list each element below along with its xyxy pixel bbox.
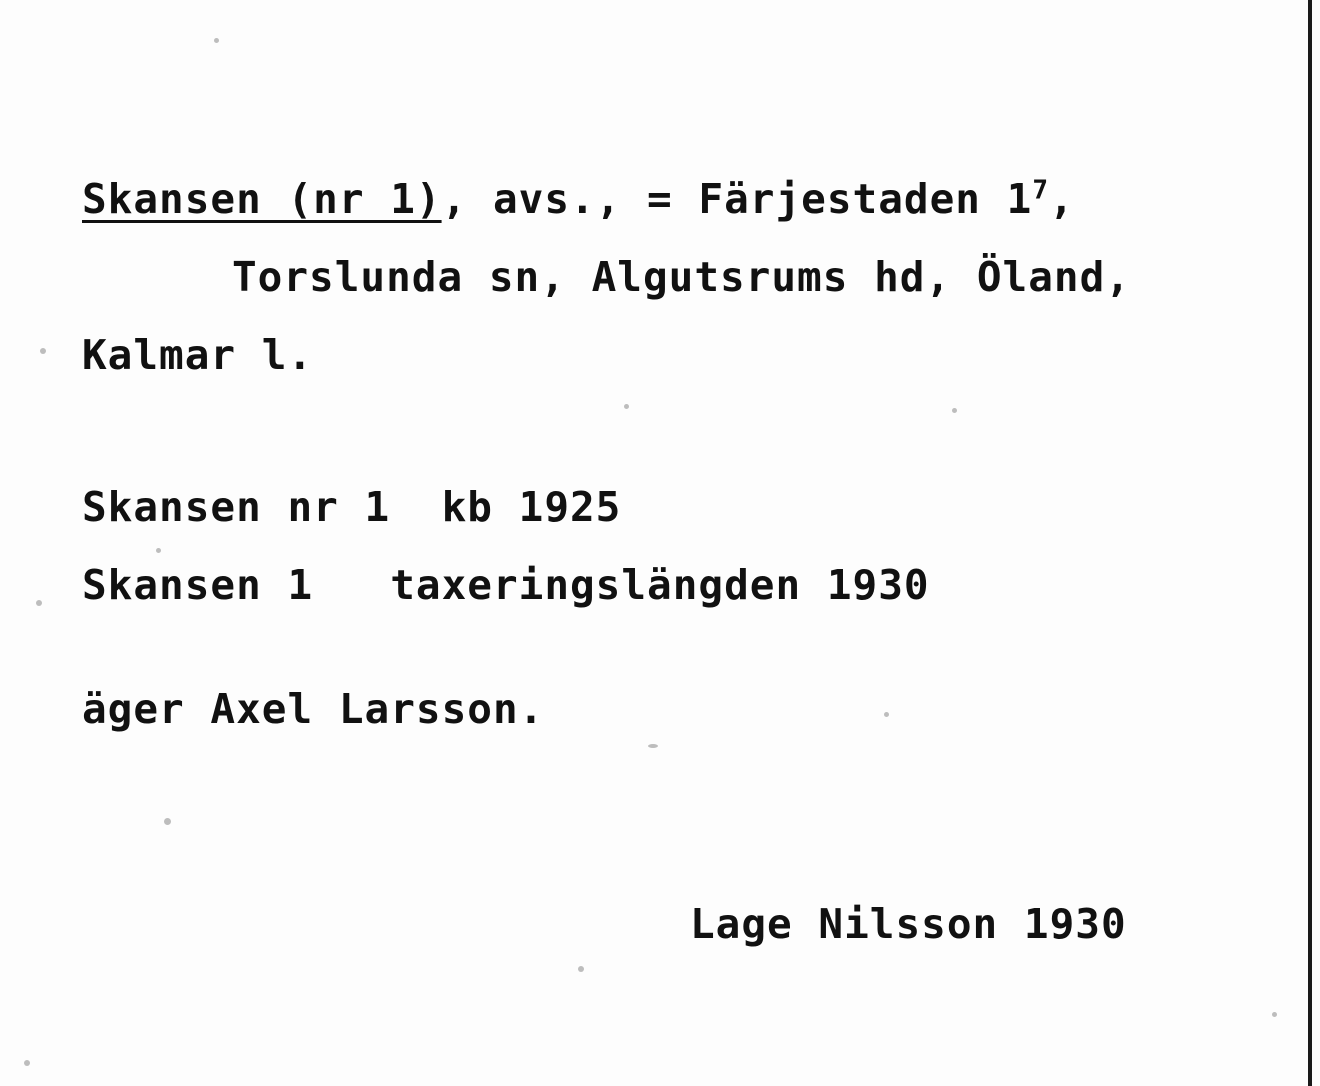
paper-speck	[36, 600, 42, 606]
heading-underlined-term: Skansen (nr 1)	[82, 175, 442, 223]
heading-line-1	[82, 160, 1282, 238]
paper-speck	[214, 38, 219, 43]
signature-line: Lage Nilsson 1930	[690, 900, 1127, 948]
heading-line-3: Kalmar l.	[82, 331, 314, 379]
spacer	[82, 394, 1282, 468]
spacer	[82, 624, 1282, 670]
card-text-block	[82, 160, 1282, 748]
entry-line-2: Skansen 1 taxeringslängden 1930	[82, 561, 930, 609]
paper-speck	[1272, 1012, 1277, 1017]
paper-speck	[578, 966, 584, 972]
paper-speck	[24, 1060, 30, 1066]
heading-rest-before-superscript: , avs., = Färjestaden 1	[441, 175, 1033, 223]
entry-line-1: Skansen nr 1 kb 1925	[82, 483, 622, 531]
paper-speck	[164, 818, 171, 825]
owner-note: äger Axel Larsson.	[82, 685, 545, 733]
card-edge-rule	[1308, 0, 1312, 1086]
paper-speck	[40, 348, 46, 354]
heading-line-2: Torslunda sn, Algutsrums hd, Öland,	[232, 253, 1131, 301]
heading-superscript: 7	[1032, 175, 1049, 206]
heading-rest-after-superscript: ,	[1048, 175, 1075, 223]
